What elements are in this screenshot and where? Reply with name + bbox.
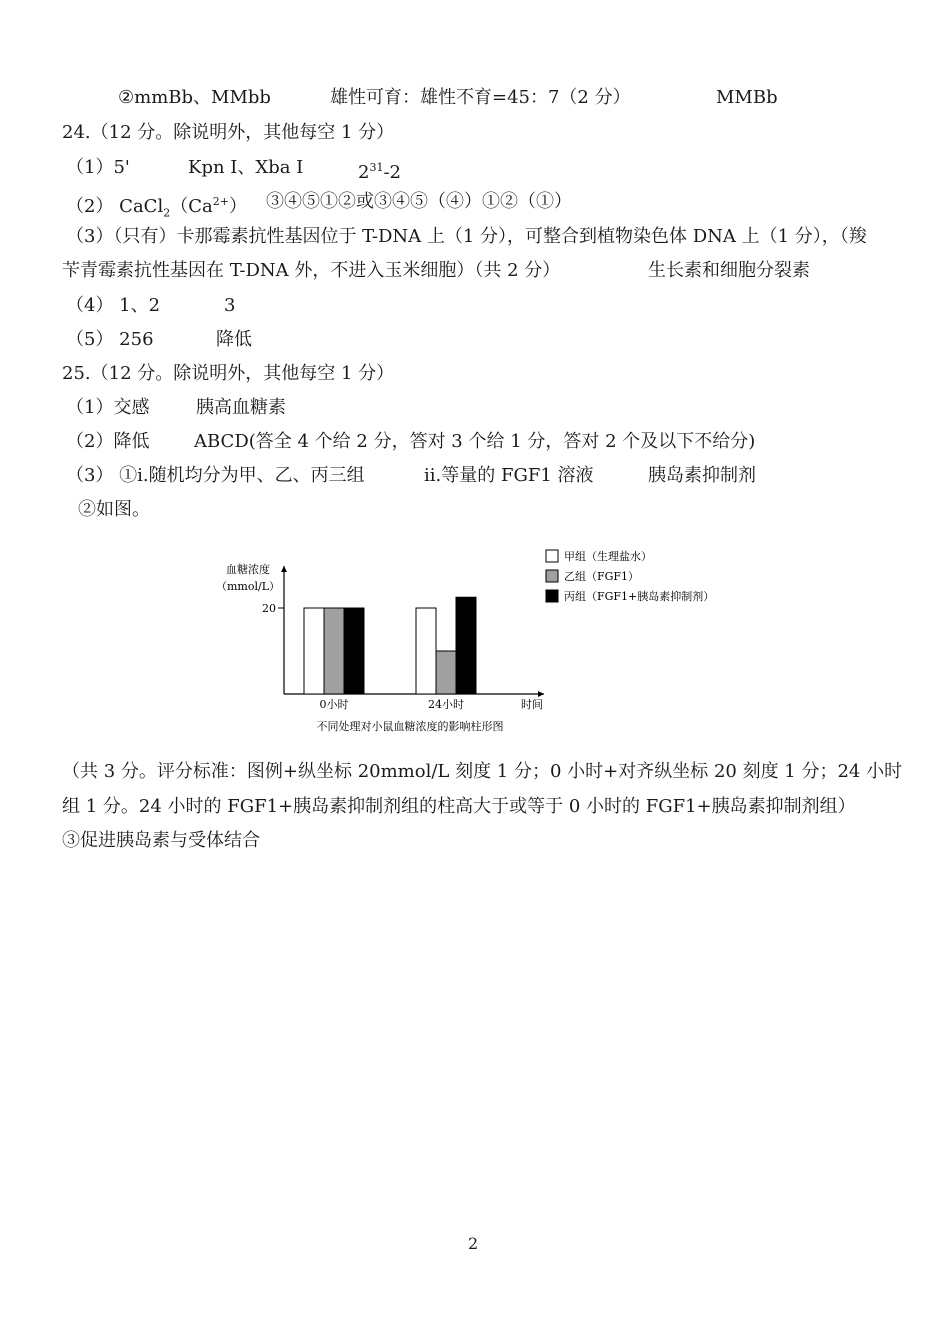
legend-label: 甲组（生理盐水） (564, 550, 652, 563)
answer-text: （4） 1、2 (66, 295, 161, 316)
bar-chart-svg (210, 540, 750, 740)
answer-text: （1）5' (66, 157, 130, 178)
answer-text: 胰高血糖素 (196, 397, 286, 418)
x-axis-arrow (538, 691, 544, 697)
legend-swatch (546, 590, 558, 602)
legend-swatch (546, 570, 558, 582)
answer-text: （1）交感 (66, 397, 150, 418)
y-axis-unit: （mmol/L） (215, 580, 281, 593)
bar (344, 608, 364, 694)
legend-swatch (546, 550, 558, 562)
answer-text: （5） 256 (66, 329, 154, 350)
question-header: 25.（12 分。除说明外，其他每空 1 分） (62, 363, 395, 384)
scoring-note: （共 3 分。评分标准：图例+纵坐标 20mmol/L 刻度 1 分；0 小时+对齐纵坐标 20 刻度 1 分；24 小时 (62, 761, 903, 782)
answer-text: 雄性可育：雄性不育=45：7（2 分） (330, 87, 631, 108)
answer-text: ②mmBb、MMbb (118, 87, 271, 108)
answer-text: ABCD(答全 4 个给 2 分，答对 3 个给 1 分，答对 2 个及以下不给分) (194, 431, 756, 452)
answer-text: （3）（只有）卡那霉素抗性基因位于 T-DNA 上（1 分），可整合到植物染色体 DNA 上（1 分），（羧 (66, 226, 867, 247)
y-axis-label: 血糖浓度 (226, 563, 270, 576)
answer-text: ③④⑤①②或③④⑤（④）①②（①） (266, 191, 572, 212)
question-header: 24.（12 分。除说明外，其他每空 1 分） (62, 122, 395, 143)
x-tick-label: 24小时 (428, 698, 464, 711)
answer-text: 降低 (216, 329, 252, 350)
bar (416, 608, 436, 694)
answer-text: ③促进胰岛素与受体结合 (62, 830, 260, 851)
legend-label: 乙组（FGF1） (564, 570, 640, 583)
bar-chart (210, 540, 750, 744)
answer-text: （2）降低 (66, 431, 150, 452)
bar (304, 608, 324, 694)
bar (456, 597, 476, 694)
y-tick-label: 20 (262, 602, 276, 615)
chart-title: 不同处理对小鼠血糖浓度的影响柱形图 (316, 720, 504, 733)
scoring-note: 组 1 分。24 小时的 FGF1+胰岛素抑制剂组的柱高大于或等于 0 小时的 FGF1+胰岛素抑制剂组） (62, 796, 856, 817)
answer-text: Kpn I、Xba I (188, 157, 304, 178)
answer-text: ii.等量的 FGF1 溶液 (424, 465, 594, 486)
y-axis-arrow (281, 566, 287, 572)
bar (324, 608, 344, 694)
bar (436, 651, 456, 694)
answer-text: 苄青霉素抗性基因在 T-DNA 外，不进入玉米细胞）（共 2 分） (62, 260, 561, 281)
x-axis-label: 时间 (521, 698, 543, 711)
answer-text: 生长素和细胞分裂素 (648, 260, 810, 281)
answer-text: 3 (224, 295, 236, 316)
legend-label: 丙组（FGF1+胰岛素抑制剂） (564, 590, 715, 603)
answer-text: 胰岛素抑制剂 (648, 465, 756, 486)
answer-text: （3） ①i.随机均分为甲、乙、丙三组 (66, 465, 365, 486)
answer-text: ②如图。 (78, 499, 150, 520)
x-tick-label: 0小时 (319, 698, 349, 711)
answer-formula: （2） $CaCl_2(Ca^{2+})$ (66, 195, 247, 220)
answer-formula: $2^{31}-2$ (358, 161, 401, 183)
answer-text: MMBb (716, 87, 778, 108)
page-number: 2 (468, 1234, 479, 1253)
